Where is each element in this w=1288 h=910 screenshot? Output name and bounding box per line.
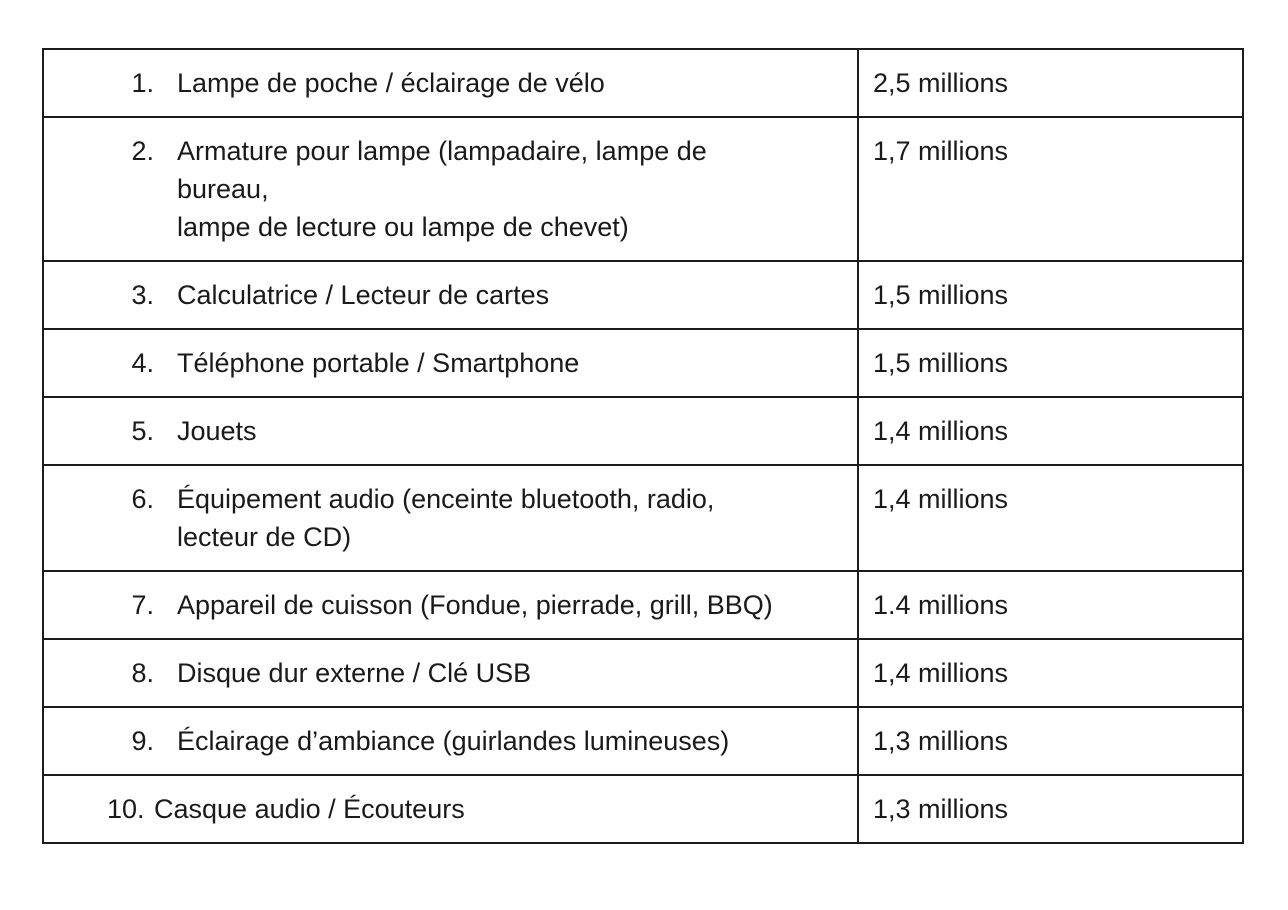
item-cell (43, 261, 858, 329)
value-cell: 2,5 millions (858, 49, 1243, 117)
item-label: Casque audio / Écouteurs (154, 794, 465, 824)
rank-number: 1. (131, 68, 154, 98)
item-cell (43, 397, 858, 465)
table-row (43, 707, 1243, 775)
table-row (43, 775, 1243, 843)
item-label: Lampe de poche / éclairage de vélo (177, 68, 605, 98)
rank-number: 10. (107, 794, 145, 824)
value-cell: 1,4 millions (858, 639, 1243, 707)
table-row (43, 639, 1243, 707)
item-cell (43, 707, 858, 775)
rank-number: 2. (131, 136, 154, 166)
item-cell (43, 49, 858, 117)
item-label: Éclairage d’ambiance (guirlandes lumineuses) (177, 726, 730, 756)
item-cell (43, 117, 858, 261)
item-cell (43, 571, 858, 639)
ranking-table (42, 48, 1244, 844)
value-cell: 1,7 millions (858, 117, 1243, 261)
rank-number: 8. (131, 658, 154, 688)
table-row (43, 571, 1243, 639)
item-label: Jouets (177, 416, 257, 446)
item-label: Équipement audio (enceinte bluetooth, radio, lecteur de CD) (177, 484, 715, 552)
item-label: Disque dur externe / Clé USB (177, 658, 532, 688)
value-cell: 1,3 millions (858, 707, 1243, 775)
item-label: Calculatrice / Lecteur de cartes (177, 280, 550, 310)
rank-number: 6. (131, 484, 154, 514)
rank-number: 4. (131, 348, 154, 378)
value-cell: 1,5 millions (858, 261, 1243, 329)
item-cell (43, 639, 858, 707)
value-cell: 1,4 millions (858, 397, 1243, 465)
ranking-table-body (43, 49, 1243, 843)
value-cell: 1,5 millions (858, 329, 1243, 397)
table-row (43, 49, 1243, 117)
rank-number: 9. (131, 726, 154, 756)
value-cell: 1,4 millions (858, 465, 1243, 571)
table-row (43, 261, 1243, 329)
item-cell (43, 775, 858, 843)
item-label: Appareil de cuisson (Fondue, pierrade, grill, BBQ) (177, 590, 773, 620)
rank-number: 5. (131, 416, 154, 446)
value-cell: 1.4 millions (858, 571, 1243, 639)
table-row (43, 397, 1243, 465)
table-row (43, 465, 1243, 571)
item-label: Téléphone portable / Smartphone (177, 348, 580, 378)
rank-number: 3. (131, 280, 154, 310)
item-cell (43, 465, 858, 571)
item-label: Armature pour lampe (lampadaire, lampe de bureau, lampe de lecture ou lampe de chevet) (177, 136, 707, 242)
table-row (43, 117, 1243, 261)
rank-number: 7. (131, 590, 154, 620)
value-cell: 1,3 millions (858, 775, 1243, 843)
item-cell (43, 329, 858, 397)
table-row (43, 329, 1243, 397)
